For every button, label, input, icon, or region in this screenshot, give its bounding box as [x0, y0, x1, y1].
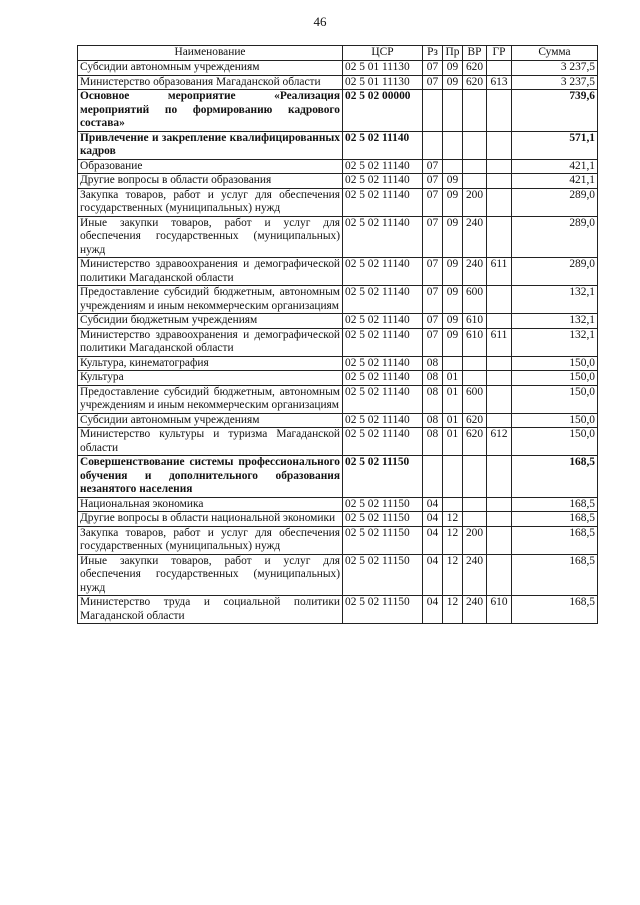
cell-gr: [487, 456, 512, 498]
cell-rz: 08: [423, 385, 443, 413]
cell-rz: 04: [423, 554, 443, 596]
cell-csr: 02 5 02 11140: [343, 159, 423, 174]
cell-sum: 168,5: [512, 526, 598, 554]
cell-csr: 02 5 02 11140: [343, 216, 423, 258]
cell-rz: 07: [423, 328, 443, 356]
cell-gr: [487, 216, 512, 258]
cell-name: Иные закупки товаров, работ и услуг для обеспечения государственных (муниципальных) нужд: [78, 554, 343, 596]
cell-sum: 150,0: [512, 371, 598, 386]
cell-name: Министерство культуры и туризма Магаданской области: [78, 428, 343, 456]
cell-sum: 168,5: [512, 497, 598, 512]
cell-pr: 09: [443, 314, 463, 329]
cell-pr: 01: [443, 371, 463, 386]
table-row: [78, 131, 598, 159]
cell-pr: [443, 356, 463, 371]
cell-vr: [463, 131, 487, 159]
cell-pr: [443, 456, 463, 498]
cell-rz: 07: [423, 314, 443, 329]
header-rz: Рз: [423, 46, 443, 61]
cell-vr: [463, 456, 487, 498]
cell-gr: [487, 526, 512, 554]
cell-sum: 132,1: [512, 314, 598, 329]
cell-csr: 02 5 02 11150: [343, 512, 423, 527]
cell-sum: 3 237,5: [512, 61, 598, 76]
header-pr: Пр: [443, 46, 463, 61]
cell-rz: 07: [423, 216, 443, 258]
cell-rz: [423, 131, 443, 159]
cell-pr: [443, 497, 463, 512]
cell-gr: [487, 131, 512, 159]
cell-name: Предоставление субсидий бюджетным, автономным учреждениям и иным некоммерческим организациям: [78, 286, 343, 314]
cell-pr: 09: [443, 286, 463, 314]
cell-gr: [487, 356, 512, 371]
cell-rz: [423, 90, 443, 132]
cell-gr: [487, 188, 512, 216]
cell-rz: 08: [423, 428, 443, 456]
cell-pr: 09: [443, 328, 463, 356]
cell-rz: [423, 456, 443, 498]
table-row: [78, 497, 598, 512]
cell-sum: 289,0: [512, 216, 598, 258]
cell-csr: 02 5 02 11140: [343, 314, 423, 329]
cell-pr: 12: [443, 526, 463, 554]
cell-rz: 08: [423, 371, 443, 386]
cell-name: Закупка товаров, работ и услуг для обеспечения государственных (муниципальных) нужд: [78, 188, 343, 216]
cell-pr: 01: [443, 385, 463, 413]
table-row: [78, 61, 598, 76]
table-row: [78, 90, 598, 132]
cell-csr: 02 5 02 11150: [343, 497, 423, 512]
cell-csr: 02 5 02 11140: [343, 356, 423, 371]
cell-pr: 12: [443, 596, 463, 624]
cell-vr: [463, 159, 487, 174]
cell-pr: [443, 159, 463, 174]
cell-csr: 02 5 02 11140: [343, 286, 423, 314]
cell-sum: 150,0: [512, 428, 598, 456]
cell-name: Другие вопросы в области национальной экономики: [78, 512, 343, 527]
table-row: [78, 216, 598, 258]
cell-sum: 289,0: [512, 258, 598, 286]
cell-csr: 02 5 02 11150: [343, 526, 423, 554]
cell-gr: [487, 512, 512, 527]
table-row: [78, 385, 598, 413]
cell-name: Культура: [78, 371, 343, 386]
cell-csr: 02 5 02 11140: [343, 413, 423, 428]
cell-rz: 07: [423, 75, 443, 90]
cell-rz: 07: [423, 188, 443, 216]
cell-rz: 04: [423, 497, 443, 512]
cell-vr: 200: [463, 526, 487, 554]
table-row: [78, 596, 598, 624]
cell-vr: [463, 356, 487, 371]
cell-name: Министерство здравоохранения и демографической политики Магаданской области: [78, 328, 343, 356]
cell-rz: 07: [423, 258, 443, 286]
cell-sum: 421,1: [512, 159, 598, 174]
cell-rz: 07: [423, 61, 443, 76]
cell-gr: [487, 286, 512, 314]
table-row: [78, 75, 598, 90]
cell-pr: 12: [443, 554, 463, 596]
cell-gr: [487, 554, 512, 596]
cell-rz: 08: [423, 356, 443, 371]
cell-rz: 08: [423, 413, 443, 428]
cell-rz: 07: [423, 174, 443, 189]
cell-vr: [463, 371, 487, 386]
cell-name: Образование: [78, 159, 343, 174]
cell-gr: [487, 314, 512, 329]
cell-vr: 600: [463, 286, 487, 314]
cell-rz: 04: [423, 512, 443, 527]
cell-csr: 02 5 02 11150: [343, 596, 423, 624]
table-row: [78, 512, 598, 527]
table-row: [78, 286, 598, 314]
table-row: [78, 314, 598, 329]
cell-sum: 168,5: [512, 456, 598, 498]
table-row: [78, 258, 598, 286]
table-row: [78, 328, 598, 356]
cell-vr: [463, 512, 487, 527]
cell-csr: 02 5 02 11140: [343, 371, 423, 386]
table-row: [78, 159, 598, 174]
cell-name: Субсидии бюджетным учреждениям: [78, 314, 343, 329]
header-gr: ГР: [487, 46, 512, 61]
cell-csr: 02 5 02 11150: [343, 554, 423, 596]
cell-rz: 07: [423, 159, 443, 174]
budget-table: [77, 45, 598, 624]
cell-sum: 289,0: [512, 188, 598, 216]
cell-name: Другие вопросы в области образования: [78, 174, 343, 189]
cell-name: Министерство здравоохранения и демографической политики Магаданской области: [78, 258, 343, 286]
cell-gr: [487, 159, 512, 174]
cell-vr: [463, 174, 487, 189]
cell-csr: 02 5 02 00000: [343, 90, 423, 132]
cell-csr: 02 5 02 11140: [343, 188, 423, 216]
header-name: Наименование: [78, 46, 343, 61]
cell-pr: 09: [443, 188, 463, 216]
cell-vr: 610: [463, 314, 487, 329]
cell-csr: 02 5 02 11140: [343, 131, 423, 159]
header-vr: ВР: [463, 46, 487, 61]
table-row: [78, 371, 598, 386]
cell-gr: 610: [487, 596, 512, 624]
table-row: [78, 554, 598, 596]
cell-vr: 610: [463, 328, 487, 356]
cell-vr: [463, 90, 487, 132]
cell-csr: 02 5 01 11130: [343, 75, 423, 90]
cell-name: Основное мероприятие «Реализация мероприятий по формированию кадрового состава»: [78, 90, 343, 132]
cell-vr: 620: [463, 428, 487, 456]
cell-vr: 620: [463, 75, 487, 90]
cell-gr: [487, 174, 512, 189]
cell-name: Культура, кинематография: [78, 356, 343, 371]
header-sum: Сумма: [512, 46, 598, 61]
cell-gr: [487, 497, 512, 512]
cell-csr: 02 5 02 11140: [343, 258, 423, 286]
table-row: [78, 174, 598, 189]
cell-pr: 12: [443, 512, 463, 527]
cell-vr: [463, 497, 487, 512]
cell-name: Иные закупки товаров, работ и услуг для обеспечения государственных (муниципальных) нужд: [78, 216, 343, 258]
cell-name: Субсидии автономным учреждениям: [78, 61, 343, 76]
cell-sum: 150,0: [512, 385, 598, 413]
cell-gr: 613: [487, 75, 512, 90]
cell-name: Привлечение и закрепление квалифицированных кадров: [78, 131, 343, 159]
cell-vr: 240: [463, 258, 487, 286]
cell-name: Закупка товаров, работ и услуг для обеспечения государственных (муниципальных) нужд: [78, 526, 343, 554]
cell-gr: 611: [487, 328, 512, 356]
cell-vr: 240: [463, 554, 487, 596]
cell-gr: [487, 371, 512, 386]
cell-pr: 09: [443, 174, 463, 189]
cell-csr: 02 5 02 11140: [343, 328, 423, 356]
cell-sum: 132,1: [512, 328, 598, 356]
cell-pr: 09: [443, 258, 463, 286]
table-row: [78, 188, 598, 216]
cell-pr: 09: [443, 61, 463, 76]
cell-vr: 240: [463, 216, 487, 258]
cell-gr: [487, 413, 512, 428]
cell-gr: 612: [487, 428, 512, 456]
cell-sum: 3 237,5: [512, 75, 598, 90]
header-csr: ЦСР: [343, 46, 423, 61]
cell-pr: 09: [443, 75, 463, 90]
cell-gr: 611: [487, 258, 512, 286]
cell-vr: 600: [463, 385, 487, 413]
cell-sum: 132,1: [512, 286, 598, 314]
cell-rz: 04: [423, 596, 443, 624]
table-header: [78, 46, 598, 61]
cell-rz: 07: [423, 286, 443, 314]
cell-csr: 02 5 02 11140: [343, 428, 423, 456]
cell-gr: [487, 385, 512, 413]
cell-name: Совершенствование системы профессионального обучения и дополнительного образования незанятого населения: [78, 456, 343, 498]
cell-rz: 04: [423, 526, 443, 554]
cell-csr: 02 5 01 11130: [343, 61, 423, 76]
cell-name: Министерство труда и социальной политики Магаданской области: [78, 596, 343, 624]
cell-sum: 150,0: [512, 356, 598, 371]
cell-name: Национальная экономика: [78, 497, 343, 512]
table-row: [78, 526, 598, 554]
cell-pr: [443, 131, 463, 159]
cell-name: Субсидии автономным учреждениям: [78, 413, 343, 428]
cell-csr: 02 5 02 11150: [343, 456, 423, 498]
cell-sum: 168,5: [512, 554, 598, 596]
cell-vr: 200: [463, 188, 487, 216]
cell-sum: 150,0: [512, 413, 598, 428]
cell-gr: [487, 90, 512, 132]
cell-vr: 240: [463, 596, 487, 624]
cell-csr: 02 5 02 11140: [343, 385, 423, 413]
cell-sum: 739,6: [512, 90, 598, 132]
page-number: 46: [313, 14, 327, 29]
cell-pr: 09: [443, 216, 463, 258]
cell-gr: [487, 61, 512, 76]
table-row: [78, 413, 598, 428]
table-row: [78, 356, 598, 371]
cell-sum: 168,5: [512, 596, 598, 624]
table-row: [78, 428, 598, 456]
cell-sum: 421,1: [512, 174, 598, 189]
cell-vr: 620: [463, 61, 487, 76]
header-row: [78, 46, 598, 61]
cell-vr: 620: [463, 413, 487, 428]
cell-name: Министерство образования Магаданской области: [78, 75, 343, 90]
cell-name: Предоставление субсидий бюджетным, автономным учреждениям и иным некоммерческим организациям: [78, 385, 343, 413]
table-row: [78, 456, 598, 498]
cell-pr: [443, 90, 463, 132]
table-body: [78, 61, 598, 624]
cell-sum: 168,5: [512, 512, 598, 527]
cell-sum: 571,1: [512, 131, 598, 159]
cell-csr: 02 5 02 11140: [343, 174, 423, 189]
cell-pr: 01: [443, 428, 463, 456]
cell-pr: 01: [443, 413, 463, 428]
